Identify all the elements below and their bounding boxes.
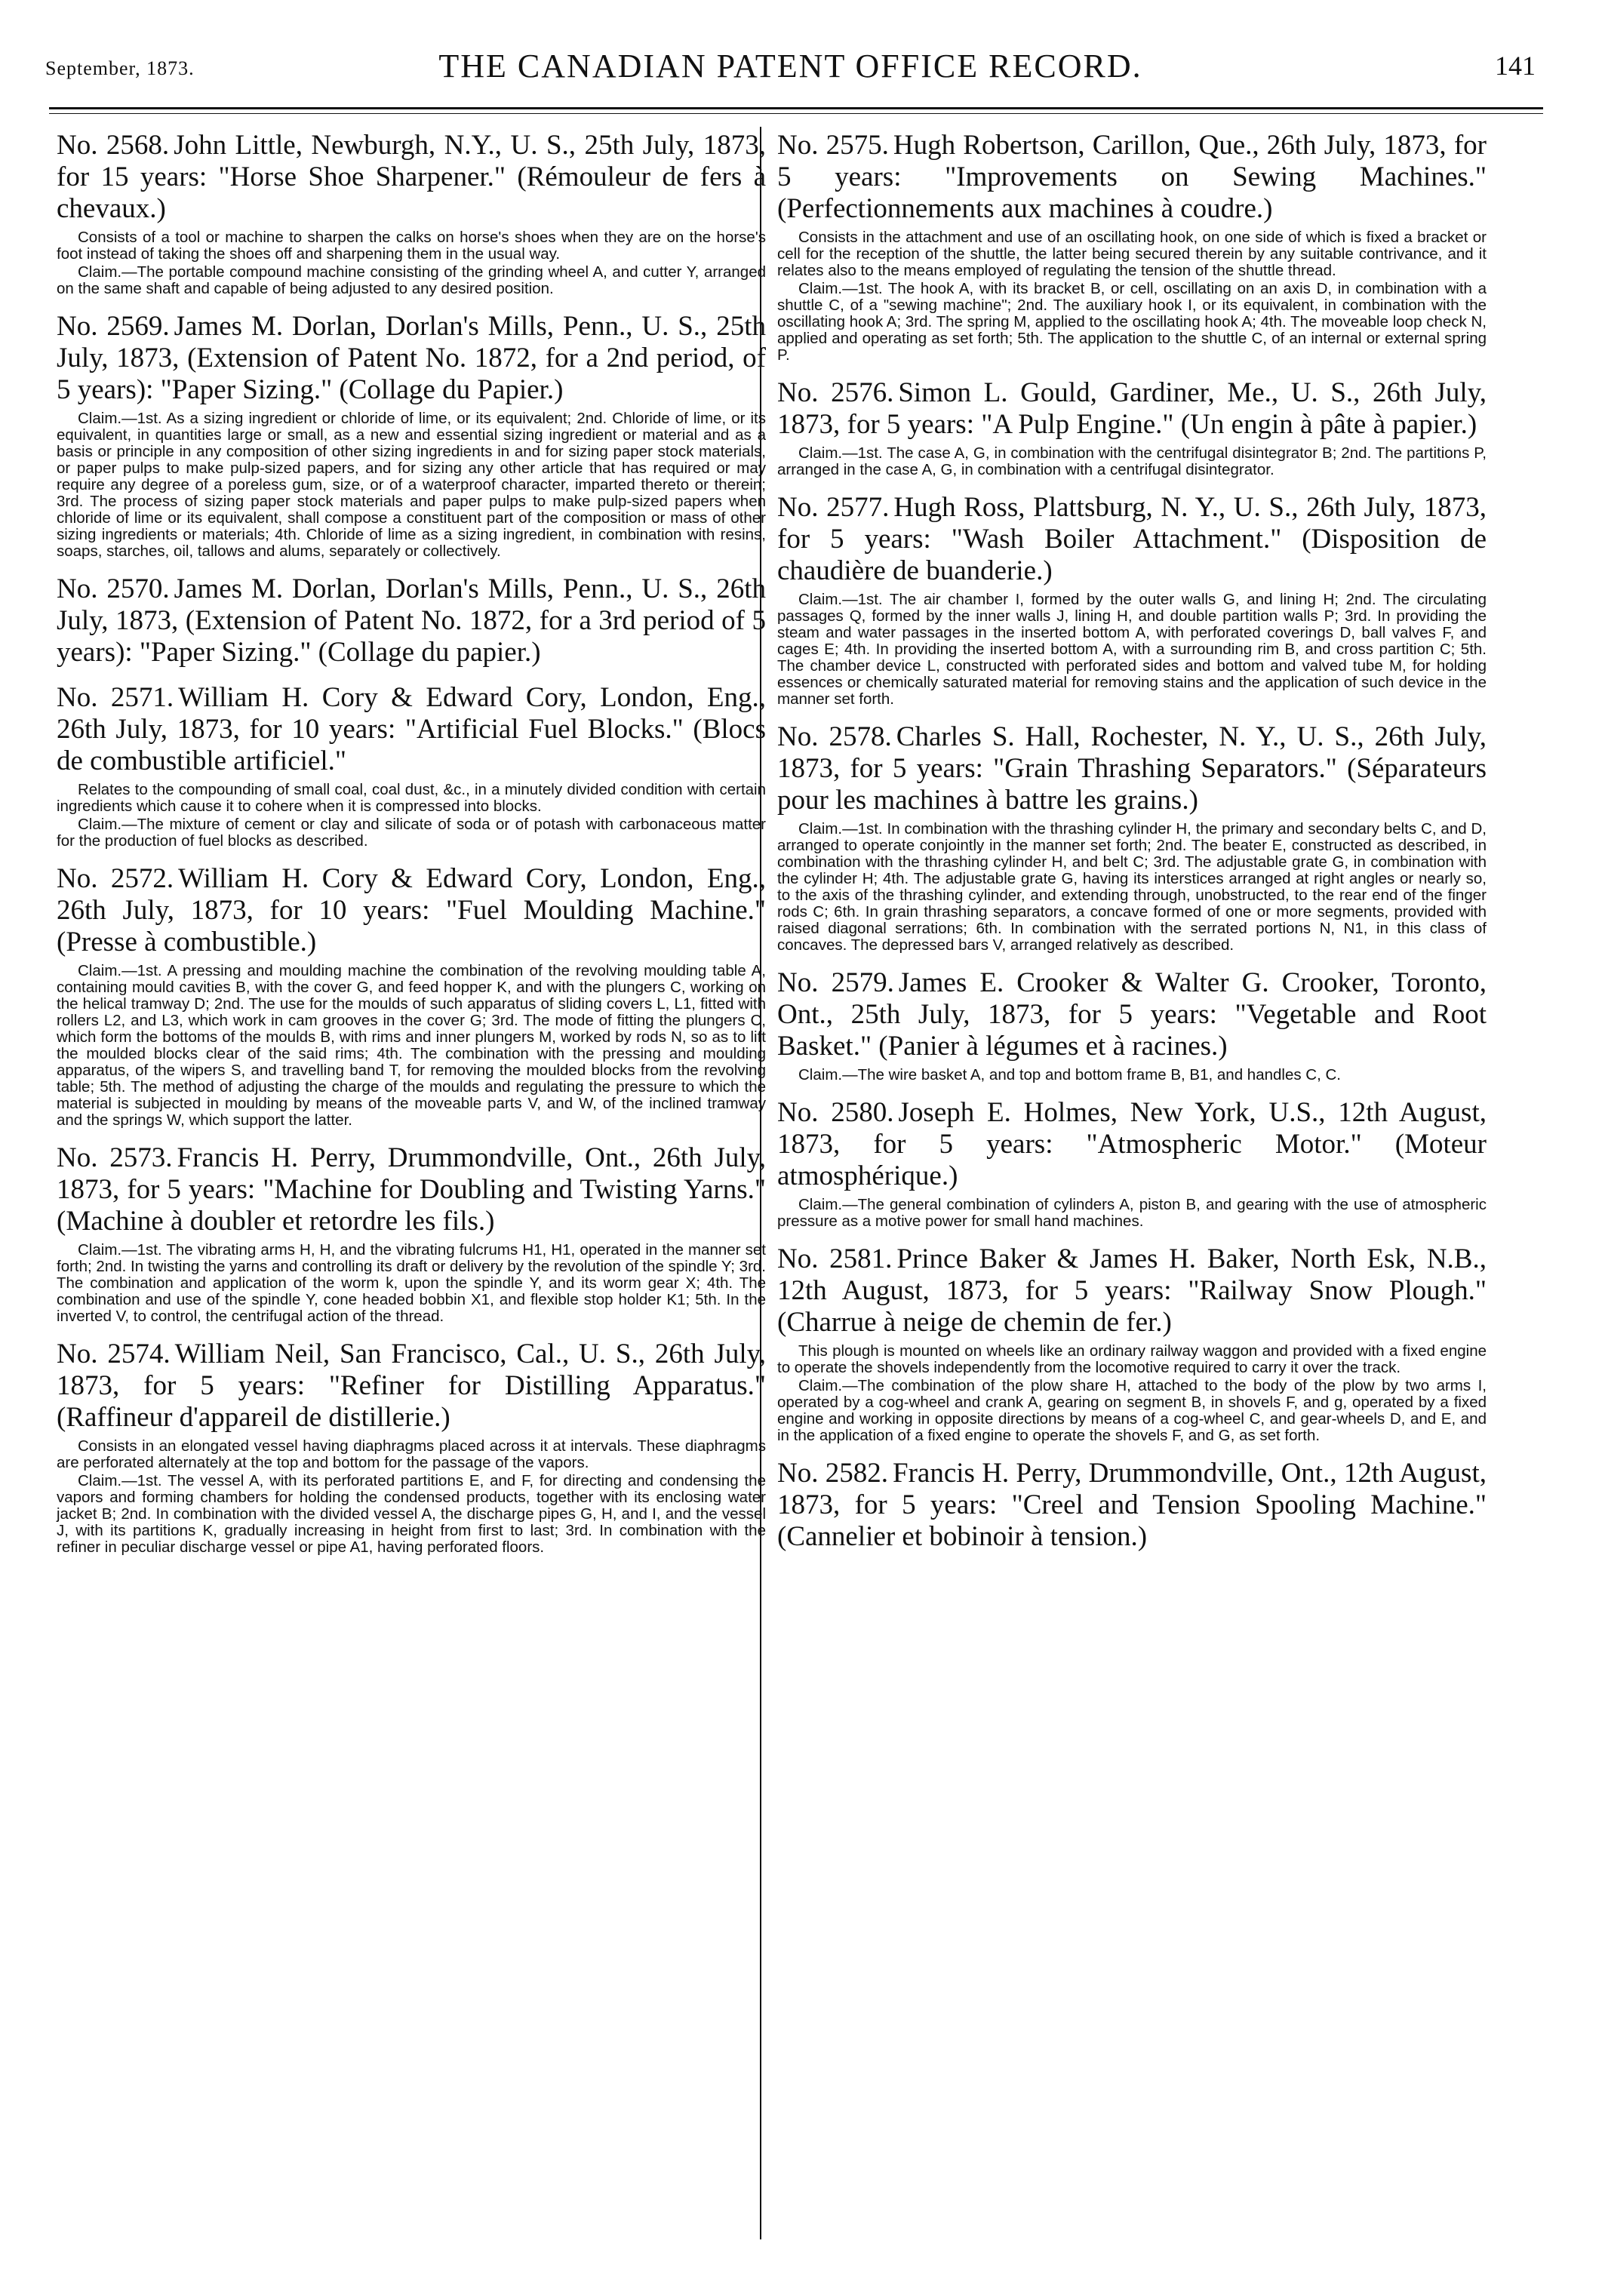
patent-description: Relates to the compounding of small coal, coal dust, &c., in a minutely divided condition with certain ingredients which cause it to cohere when it is compressed into blocks. (57, 781, 766, 815)
patent-title: John Little, Newburgh, N.Y., U. S., 25th July, 1873, for 15 years: "Horse Shoe Sharpener." (Rémouleur de fers à chevaux.) (57, 130, 766, 224)
patent-entry (777, 721, 1487, 954)
right-column (777, 130, 1487, 1566)
patent-entry (777, 377, 1487, 478)
patent-heading (777, 492, 1487, 587)
patent-description: Claim.—1st. The vessel A, with its perforated partitions E, and F, for directing and condensing the vapors and forming chambers for holding the condensed products, together with its enclosing water jacket B; 2nd. In combination with the divided vessel A, the discharge pipes G, H, and I, and the vessel J, with its partitions K, gradually increasing in height from first to last; 3rd. In combination with the refiner in peculiar discharge vessel or pipe A1, having perforated floors. (57, 1472, 766, 1556)
page-header (45, 47, 1536, 92)
patent-description: Claim.—The mixture of cement or clay and silicate of soda or of potash with carbonaceous matter for the production of fuel blocks as described. (57, 816, 766, 850)
patent-number: No. 2572. (57, 863, 174, 894)
patent-title: James M. Dorlan, Dorlan's Mills, Penn., U. S., 25th July, 1873, (Extension of Patent No. 1872, for a 2nd period, of 5 years): "Paper Sizing." (Collage du Papier.) (57, 311, 766, 405)
patent-entry (57, 1339, 766, 1556)
patent-title: William Neil, San Francisco, Cal., U. S., 26th July, 1873, for 5 years: "Refiner for Distilling Apparatus." (Raffineur d'appareil de distillerie.) (57, 1339, 766, 1433)
patent-heading (57, 1339, 766, 1434)
patent-description: Claim.—1st. The hook A, with its bracket B, or cell, oscillating on an axis D, in combination with a shuttle C, of a "sewing machine"; 2nd. The auxiliary hook I, or its equivalent, in combination with the oscillating hook A; 3rd. The spring M, applied to the oscillating hook A; 4th. The moveable loop check N, applied and operating as set forth; 5th. The application to the shuttle C, of an internal or external spring P. (777, 280, 1487, 364)
patent-entry (57, 682, 766, 850)
patent-title: James E. Crooker & Walter G. Crooker, Toronto, Ont., 25th July, 1873, for 5 years: "Vegetable and Root Basket." (Panier à légumes et à racines.) (777, 967, 1487, 1062)
patent-description: Claim.—1st. The vibrating arms H, H, and the vibrating fulcrums H1, H1, operated in the manner set forth; 2nd. In twisting the yarns and controlling its draft or delivery by the revolution of the spindle Y; 3rd. The combination and application of the worm k, upon the spindle Y, and its worm gear X; 4th. The combination and use of the spindle Y, cone headed bobbin X1, and flexible stop holder K1; 5th. In the inverted V, to control, the centrifugal action of the thread. (57, 1241, 766, 1325)
patent-number: No. 2568. (57, 130, 170, 161)
patent-number: No. 2571. (57, 682, 174, 713)
patent-heading (777, 1097, 1487, 1192)
patent-description: Claim.—The combination of the plow share H, attached to the body of the plow by two arms I, operated by a cog-wheel and crank A, gearing on segment B, in shovels F, and g, operated by a fixed engine and working in opposite directions by means of a cog-wheel C, and gear-wheels D, and E, and in the application of a fixed engine to operate the shovels F, and G, as set forth. (777, 1377, 1487, 1444)
journal-title: THE CANADIAN PATENT OFFICE RECORD. (438, 48, 1142, 85)
patent-title: Prince Baker & James H. Baker, North Esk, N.B., 12th August, 1873, for 5 years: "Railway Snow Plough." (Charrue à neige de chemin de fer.) (777, 1243, 1487, 1338)
patent-title: Hugh Robertson, Carillon, Que., 26th July, 1873, for 5 years: "Improvements on Sewing Machines." (Perfectionnements aux machines à coudre.) (777, 130, 1487, 224)
patent-entry (777, 1243, 1487, 1444)
patent-title: William H. Cory & Edward Cory, London, Eng., 26th July, 1873, for 10 years: "Fuel Moulding Machine." (Presse à combustible.) (57, 863, 766, 957)
patent-title: James M. Dorlan, Dorlan's Mills, Penn., U. S., 26th July, 1873, (Extension of Patent No. 1872, for a 3rd period of 5 years): "Paper Sizing." (Collage du papier.) (57, 573, 766, 668)
patent-description: Claim.—1st. A pressing and moulding machine the combination of the revolving moulding table A, containing mould cavities B, with the cover G, and feed hopper K, and with the plungers C, working on the helical tramway D; 2nd. The use for the moulds of such apparatus of sliding covers L, L1, fitted with rollers L2, and L3, which work in cam grooves in the cover G; 3rd. The mode of fitting the plungers C, which form the bottoms of the moulds B, with rims and inner plungers M, worked by rods N, so as to lift the moulded blocks clear of the said rims; 4th. The combination with the pressing and moulding apparatus, of the wipers S, and travelling band T, for removing the moulded blocks from the revolving table; 5th. The method of adjusting the charge of the moulds and regulating the pressure to which the material is subjected in moulding by means of the moveable parts V, and W, of the inclined tramway and the springs W, which support the latter. (57, 962, 766, 1129)
patent-title: Francis H. Perry, Drummondville, Ont., 26th July, 1873, for 5 years: "Machine for Doubling and Twisting Yarns." (Machine à doubler et retordre les fils.) (57, 1142, 766, 1237)
patent-entry (777, 1097, 1487, 1230)
patent-entry (777, 1458, 1487, 1553)
patent-number: No. 2581. (777, 1243, 893, 1274)
patent-description: Claim.—1st. In combination with the thrashing cylinder H, the primary and secondary belts C, and D, arranged to operate conjointly in the manner set forth; 2nd. The beater E, constructed as described, in combination with the thrashing cylinder H, and belt C; 3rd. The adjustable grate G, in combination with the cylinder H; 4th. The adjustable grate G, having its interstices arranged at right angles or nearly so, to the axis of the thrashing cylinder, and extending through, unobstructed, to the rear end of the finger rods C; 6th. In grain thrashing separators, a concave formed of one or more segments, provided with raised diagonal serrations; 6th. In combination with the serrated portions N, N1, in this class of concaves. The depressed bars V, arranged relatively as described. (777, 820, 1487, 954)
patent-description: Claim.—The portable compound machine consisting of the grinding wheel A, and cutter Y, arranged on the same shaft and capable of being adjusted to any desired position. (57, 263, 766, 297)
patent-title: Charles S. Hall, Rochester, N. Y., U. S., 26th July, 1873, for 5 years: "Grain Thrashing Separators." (Séparateurs pour les machines à battre les grains.) (777, 721, 1487, 816)
patent-heading (777, 377, 1487, 441)
patent-entry (57, 573, 766, 669)
page-number: 141 (1495, 51, 1536, 81)
patent-heading (777, 1243, 1487, 1339)
header-rule (49, 107, 1543, 109)
patent-number: No. 2577. (777, 492, 890, 523)
patent-heading (57, 130, 766, 225)
patent-title: Joseph E. Holmes, New York, U.S., 12th August, 1873, for 5 years: "Atmospheric Motor." (Moteur atmosphérique.) (777, 1097, 1487, 1191)
patent-description: Claim.—1st. The case A, G, in combination with the centrifugal disintegrator B; 2nd. The partitions P, arranged in the case A, G, in combination with a centrifugal disintegrator. (777, 444, 1487, 478)
patent-heading (57, 863, 766, 958)
patent-number: No. 2582. (777, 1458, 888, 1489)
patent-heading (57, 682, 766, 777)
patent-number: No. 2570. (57, 573, 170, 604)
patent-heading (57, 1142, 766, 1237)
patent-number: No. 2573. (57, 1142, 173, 1173)
patent-entry (57, 863, 766, 1129)
patent-number: No. 2579. (777, 967, 894, 998)
patent-heading (777, 130, 1487, 225)
patent-description: Claim.—1st. The air chamber I, formed by the outer walls G, and lining H; 2nd. The circulating passages Q, formed by the inner walls J, lining H, and double partition walls P; 3rd. In providing the steam and water passages in the inserted bottom A, with perforated coverings D, ball valves F, and cages E; 4th. In providing the inserted bottom A, with a surrounding rim B, and cross partition C; 5th. The chamber device L, constructed with perforated sides and bottom and valved tube M, for holding essences or chemically saturated material for removing stains and the application of such device in the manner set forth. (777, 591, 1487, 708)
patent-heading (57, 311, 766, 406)
patent-description: Consists of a tool or machine to sharpen the calks on horse's shoes when they are on the horse's foot instead of taking the shoes off and sharpening them in the usual way. (57, 229, 766, 263)
patent-entry (777, 967, 1487, 1083)
patent-entry (57, 311, 766, 560)
patent-description: Consists in the attachment and use of an oscillating hook, on one side of which is fixed a bracket or cell for the reception of the shuttle, the latter being secured therein by any suitable contrivance, and it relates also to the means employed of regulating the tension of the shuttle thread. (777, 229, 1487, 279)
patent-title: Hugh Ross, Plattsburg, N. Y., U. S., 26th July, 1873, for 5 years: "Wash Boiler Attachment." (Disposition de chaudière de buanderie.) (777, 492, 1487, 586)
patent-number: No. 2576. (777, 377, 894, 408)
issue-date: September, 1873. (45, 57, 195, 79)
patent-title: William H. Cory & Edward Cory, London, Eng., 26th July, 1873, for 10 years: "Artificial Fuel Blocks." (Blocs de combustible artificiel." (57, 682, 766, 776)
patent-description: This plough is mounted on wheels like an ordinary railway waggon and provided with a fixed engine to operate the shovels independently from the locomotive required to carry it over the track. (777, 1342, 1487, 1376)
patent-entry (57, 130, 766, 297)
patent-number: No. 2580. (777, 1097, 894, 1128)
left-column (57, 130, 766, 1569)
patent-heading (57, 573, 766, 669)
patent-entry (777, 130, 1487, 364)
patent-description: Consists in an elongated vessel having diaphragms placed across it at intervals. These diaphragms are perforated alternately at the top and bottom for the passage of the vapors. (57, 1437, 766, 1471)
patent-title: Simon L. Gould, Gardiner, Me., U. S., 26th July, 1873, for 5 years: "A Pulp Engine." (Un engin à pâte à papier.) (777, 377, 1487, 440)
patent-entry (777, 492, 1487, 708)
patent-heading (777, 721, 1487, 816)
header-rule-thin (49, 113, 1543, 114)
patent-heading (777, 967, 1487, 1062)
patent-description: Claim.—The wire basket A, and top and bottom frame B, B1, and handles C, C. (798, 1066, 1342, 1083)
patent-number: No. 2575. (777, 130, 889, 161)
patent-description: Claim.—1st. As a sizing ingredient or chloride of lime, or its equivalent; 2nd. Chloride of lime, or its equivalent, in quantities large or small, as a new and essential sizing ingredient or material and as a basis or principle in any composition of other sizing ingredients in and for sizing paper stock materials, or paper pulps to make pulp-sized papers, and for sizing any other article that has required or may require any degree of a poreless gum, size, or of a waterproof character, imparted thereto or therein; 3rd. The process of sizing paper stock materials and paper pulps to make pulp-sized papers when chloride of lime or its equivalent, shall compose a constituent part of the composition or mass of other sizing ingredients or materials; 4th. Chloride of lime as a sizing ingredient, in combination with resins, soaps, starches, oil, tallows and alums, separately or collectively. (57, 410, 766, 560)
patent-description: Claim.—The general combination of cylinders A, piston B, and gearing with the use of atmospheric pressure as a motive power for small hand machines. (777, 1196, 1487, 1230)
patent-number: No. 2578. (777, 721, 892, 752)
patent-number: No. 2569. (57, 311, 170, 342)
patent-title: Francis H. Perry, Drummondville, Ont., 12th August, 1873, for 5 years: "Creel and Tension Spooling Machine." (Cannelier et bobinoir à tension.) (777, 1458, 1487, 1552)
patent-entry (57, 1142, 766, 1325)
patent-number: No. 2574. (57, 1339, 171, 1369)
patent-heading (777, 1458, 1487, 1553)
